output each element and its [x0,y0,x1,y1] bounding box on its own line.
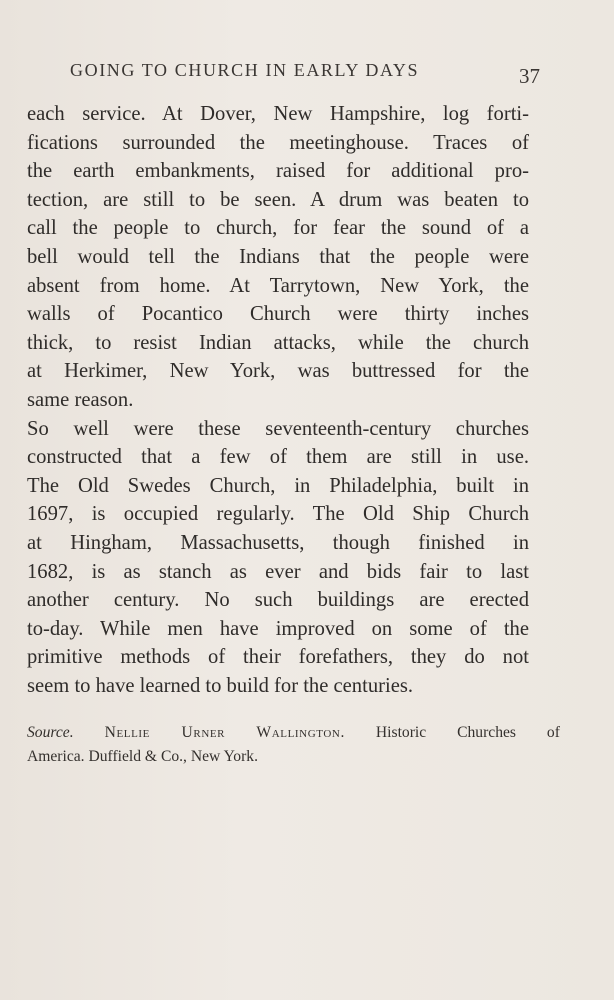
paragraph-1 [27,100,529,415]
text-line: same reason. [27,388,134,411]
page-number: 37 [519,64,540,88]
text-line: each service. At Dover, New Hampshire, log forti- [27,103,529,125]
text-line: The Old Swedes Church, in Philadelphia, built in [27,474,529,497]
source-citation [27,721,560,769]
text-line: at Herkimer, New York, was buttressed for the [27,360,529,383]
text-line: seem to have learned to build for the centuries. [27,674,413,697]
source-author: Nellie Urner Wallington. [104,724,345,741]
body-text [27,100,529,700]
text-line: absent from home. At Tarrytown, New York, the [27,274,529,297]
running-head [70,58,540,88]
text-line: 1697, is occupied regularly. The Old Ship Church [27,503,529,526]
text-line: thick, to resist Indian attacks, while the church [27,331,529,354]
source-label: Source. [27,724,74,741]
source-line-2: America. Duffield & Co., New York. [27,748,258,765]
text-line: to-day. While men have improved on some of the [27,617,529,640]
paragraph-2 [27,415,529,701]
running-title: GOING TO CHURCH IN EARLY DAYS [70,60,420,80]
text-line: 1682, is as stanch as ever and bids fair to last [27,560,529,583]
text-line: call the people to church, for fear the sound of a [27,217,529,240]
text-line: walls of Pocantico Church were thirty inches [27,303,529,326]
text-line: constructed that a few of them are still in use. [27,446,529,469]
text-line: fications surrounded the meetinghouse. Traces of [27,131,529,154]
text-line: tection, are still to be seen. A drum was beaten to [27,188,529,211]
text-line: the earth embankments, raised for additional pro- [27,160,529,183]
text-line: So well were these seventeenth-century churches [27,417,529,440]
text-line: at Hingham, Massachusetts, though finished in [27,531,529,554]
text-line: another century. No such buildings are erected [27,589,529,612]
source-title: Historic Churches of [375,724,560,741]
text-line: primitive methods of their forefathers, they do not [27,646,529,669]
source-line-1 [27,721,560,745]
text-line: bell would tell the Indians that the people were [27,245,529,268]
